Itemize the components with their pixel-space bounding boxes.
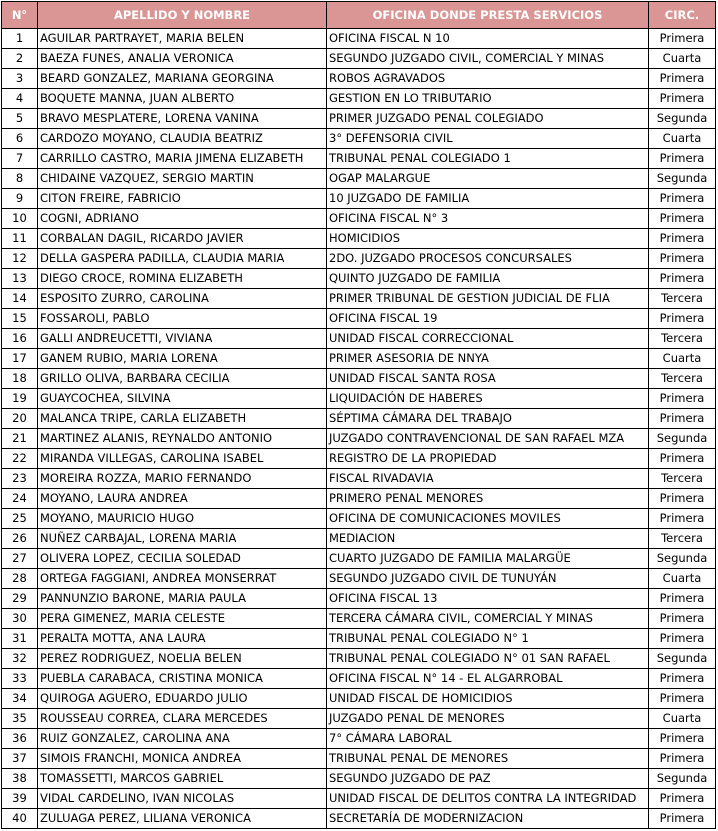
row-name: MOYANO, MAURICIO HUGO [38,509,327,529]
row-circ: Tercera [649,529,716,549]
row-name: SIMOIS FRANCHI, MONICA ANDREA [38,749,327,769]
row-name: CARRILLO CASTRO, MARIA JIMENA ELIZABETH [38,149,327,169]
row-number: 17 [2,349,38,369]
row-office: OFICINA DE COMUNICACIONES MOVILES [327,509,649,529]
row-office: TRIBUNAL PENAL COLEGIADO N° 01 SAN RAFAEL [327,649,649,669]
row-name: PANNUNZIO BARONE, MARIA PAULA [38,589,327,609]
table-row [2,509,716,529]
row-office: 3° DEFENSORIA CIVIL [327,129,649,149]
header-name: APELLIDO Y NOMBRE [38,2,327,29]
row-circ: Primera [649,749,716,769]
row-number: 21 [2,429,38,449]
row-number: 32 [2,649,38,669]
row-circ: Segunda [649,649,716,669]
row-circ: Tercera [649,329,716,349]
row-circ: Segunda [649,769,716,789]
row-circ: Tercera [649,469,716,489]
row-name: COGNI, ADRIANO [38,209,327,229]
row-name: MARTINEZ ALANIS, REYNALDO ANTONIO [38,429,327,449]
row-circ: Primera [649,809,716,829]
row-circ: Tercera [649,289,716,309]
row-office: PRIMER JUZGADO PENAL COLEGIADO [327,109,649,129]
row-office: CUARTO JUZGADO DE FAMILIA MALARGÜE [327,549,649,569]
row-name: DELLA GASPERA PADILLA, CLAUDIA MARIA [38,249,327,269]
row-number: 28 [2,569,38,589]
row-circ: Primera [649,629,716,649]
row-number: 14 [2,289,38,309]
row-office: OFICINA FISCAL 19 [327,309,649,329]
table-row [2,49,716,69]
row-number: 16 [2,329,38,349]
table-row [2,589,716,609]
header-number: N° [2,2,38,29]
row-circ: Primera [649,689,716,709]
header-office: OFICINA DONDE PRESTA SERVICIOS [327,2,649,29]
row-circ: Primera [649,309,716,329]
row-office: LIQUIDACIÓN DE HABERES [327,389,649,409]
table-row [2,749,716,769]
table-row [2,309,716,329]
row-name: ZULUAGA PEREZ, LILIANA VERONICA [38,809,327,829]
row-number: 10 [2,209,38,229]
row-number: 33 [2,669,38,689]
row-circ: Segunda [649,549,716,569]
row-name: GUAYCOCHEA, SILVINA [38,389,327,409]
row-number: 15 [2,309,38,329]
row-number: 39 [2,789,38,809]
row-circ: Cuarta [649,129,716,149]
row-name: TOMASSETTI, MARCOS GABRIEL [38,769,327,789]
row-name: ESPOSITO ZURRO, CAROLINA [38,289,327,309]
row-office: UNIDAD FISCAL SANTA ROSA [327,369,649,389]
row-circ: Primera [649,189,716,209]
row-name: MOYANO, LAURA ANDREA [38,489,327,509]
row-circ: Primera [649,149,716,169]
table-row [2,529,716,549]
row-circ: Primera [649,489,716,509]
row-circ: Segunda [649,429,716,449]
row-number: 30 [2,609,38,629]
row-name: OLIVERA LOPEZ, CECILIA SOLEDAD [38,549,327,569]
row-circ: Primera [649,589,716,609]
row-office: REGISTRO DE LA PROPIEDAD [327,449,649,469]
row-office: TRIBUNAL PENAL COLEGIADO N° 1 [327,629,649,649]
row-name: BOQUETE MANNA, JUAN ALBERTO [38,89,327,109]
row-circ: Cuarta [649,49,716,69]
row-name: CORBALAN DAGIL, RICARDO JAVIER [38,229,327,249]
row-office: QUINTO JUZGADO DE FAMILIA [327,269,649,289]
table-header [2,2,716,29]
row-circ: Primera [649,609,716,629]
row-office: SÉPTIMA CÁMARA DEL TRABAJO [327,409,649,429]
table-row [2,189,716,209]
row-office: GESTION EN LO TRIBUTARIO [327,89,649,109]
row-number: 12 [2,249,38,269]
row-office: FISCAL RIVADAVIA [327,469,649,489]
row-number: 8 [2,169,38,189]
row-name: ROUSSEAU CORREA, CLARA MERCEDES [38,709,327,729]
row-circ: Primera [649,89,716,109]
table-row [2,449,716,469]
row-circ: Primera [649,669,716,689]
row-circ: Primera [649,389,716,409]
row-name: FOSSAROLI, PABLO [38,309,327,329]
row-office: 2DO. JUZGADO PROCESOS CONCURSALES [327,249,649,269]
row-name: ORTEGA FAGGIANI, ANDREA MONSERRAT [38,569,327,589]
row-number: 38 [2,769,38,789]
row-circ: Primera [649,69,716,89]
table-row [2,369,716,389]
row-office: OGAP MALARGUE [327,169,649,189]
row-circ: Cuarta [649,569,716,589]
table-row [2,609,716,629]
table-row [2,629,716,649]
row-office: OFICINA FISCAL 13 [327,589,649,609]
row-name: BEARD GONZALEZ, MARIANA GEORGINA [38,69,327,89]
row-office: PRIMER TRIBUNAL DE GESTION JUDICIAL DE FLIA [327,289,649,309]
table-row [2,469,716,489]
row-number: 27 [2,549,38,569]
row-office: UNIDAD FISCAL CORRECCIONAL [327,329,649,349]
row-office: PRIMERO PENAL MENORES [327,489,649,509]
table-row [2,289,716,309]
table-row [2,709,716,729]
row-number: 19 [2,389,38,409]
table-row [2,169,716,189]
row-number: 9 [2,189,38,209]
row-name: DIEGO CROCE, ROMINA ELIZABETH [38,269,327,289]
row-name: VIDAL CARDELINO, IVAN NICOLAS [38,789,327,809]
table-row [2,569,716,589]
row-name: GALLI ANDREUCETTI, VIVIANA [38,329,327,349]
row-office: JUZGADO CONTRAVENCIONAL DE SAN RAFAEL MZA [327,429,649,449]
table-row [2,269,716,289]
row-number: 37 [2,749,38,769]
row-number: 26 [2,529,38,549]
row-number: 22 [2,449,38,469]
row-number: 35 [2,709,38,729]
row-name: CARDOZO MOYANO, CLAUDIA BEATRIZ [38,129,327,149]
row-office: PRIMER ASESORIA DE NNYA [327,349,649,369]
row-circ: Primera [649,269,716,289]
row-name: MOREIRA ROZZA, MARIO FERNANDO [38,469,327,489]
table-row [2,649,716,669]
row-office: ROBOS AGRAVADOS [327,69,649,89]
row-circ: Primera [649,449,716,469]
row-circ: Primera [649,729,716,749]
row-circ: Cuarta [649,709,716,729]
row-office: 10 JUZGADO DE FAMILIA [327,189,649,209]
table-row [2,669,716,689]
row-name: BRAVO MESPLATERE, LORENA VANINA [38,109,327,129]
header-row [2,2,716,29]
row-name: RUIZ GONZALEZ, CAROLINA ANA [38,729,327,749]
table-row [2,249,716,269]
row-number: 11 [2,229,38,249]
table-row [2,89,716,109]
personnel-table [1,1,716,829]
table-row [2,329,716,349]
row-office: TRIBUNAL PENAL DE MENORES [327,749,649,769]
row-office: 7° CÁMARA LABORAL [327,729,649,749]
row-circ: Primera [649,409,716,429]
row-name: MIRANDA VILLEGAS, CAROLINA ISABEL [38,449,327,469]
table-row [2,149,716,169]
row-office: OFICINA FISCAL N° 14 - EL ALGARROBAL [327,669,649,689]
table-row [2,429,716,449]
table-row [2,489,716,509]
row-number: 36 [2,729,38,749]
row-number: 25 [2,509,38,529]
table-row [2,409,716,429]
row-office: SEGUNDO JUZGADO DE PAZ [327,769,649,789]
header-circ: CIRC. [649,2,716,29]
row-name: BAEZA FUNES, ANALIA VERONICA [38,49,327,69]
row-name: MALANCA TRIPE, CARLA ELIZABETH [38,409,327,429]
row-office: SEGUNDO JUZGADO CIVIL DE TUNUYÁN [327,569,649,589]
table-body [2,29,716,829]
row-name: CHIDAINE VAZQUEZ, SERGIO MARTIN [38,169,327,189]
table-row [2,229,716,249]
row-office: MEDIACION [327,529,649,549]
table-row [2,209,716,229]
table-row [2,769,716,789]
table-row [2,69,716,89]
table-row [2,389,716,409]
row-number: 24 [2,489,38,509]
row-number: 13 [2,269,38,289]
row-office: UNIDAD FISCAL DE HOMICIDIOS [327,689,649,709]
row-name: NUÑEZ CARBAJAL, LORENA MARIA [38,529,327,549]
row-name: GRILLO OLIVA, BARBARA CECILIA [38,369,327,389]
row-circ: Primera [649,789,716,809]
row-number: 18 [2,369,38,389]
row-number: 23 [2,469,38,489]
table-row [2,29,716,49]
row-office: SEGUNDO JUZGADO CIVIL, COMERCIAL Y MINAS [327,49,649,69]
row-number: 20 [2,409,38,429]
row-circ: Tercera [649,369,716,389]
row-number: 3 [2,69,38,89]
row-name: PUEBLA CARABACA, CRISTINA MONICA [38,669,327,689]
row-name: QUIROGA AGUERO, EDUARDO JULIO [38,689,327,709]
row-number: 6 [2,129,38,149]
table-row [2,549,716,569]
row-office: OFICINA FISCAL N 10 [327,29,649,49]
row-circ: Segunda [649,169,716,189]
table-row [2,689,716,709]
table-row [2,109,716,129]
row-number: 7 [2,149,38,169]
table-row [2,129,716,149]
row-office: UNIDAD FISCAL DE DELITOS CONTRA LA INTEGRIDAD [327,789,649,809]
row-number: 40 [2,809,38,829]
row-circ: Cuarta [649,349,716,369]
row-number: 1 [2,29,38,49]
row-name: PERA GIMENEZ, MARIA CELESTE [38,609,327,629]
row-number: 29 [2,589,38,609]
row-circ: Primera [649,29,716,49]
row-circ: Primera [649,229,716,249]
row-circ: Primera [649,249,716,269]
row-number: 31 [2,629,38,649]
row-name: AGUILAR PARTRAYET, MARIA BELEN [38,29,327,49]
row-number: 5 [2,109,38,129]
row-name: PERALTA MOTTA, ANA LAURA [38,629,327,649]
row-circ: Primera [649,209,716,229]
row-office: TRIBUNAL PENAL COLEGIADO 1 [327,149,649,169]
row-number: 2 [2,49,38,69]
row-office: SECRETARÍA DE MODERNIZACION [327,809,649,829]
row-office: JUZGADO PENAL DE MENORES [327,709,649,729]
table-row [2,729,716,749]
row-office: OFICINA FISCAL N° 3 [327,209,649,229]
row-circ: Primera [649,509,716,529]
row-office: HOMICIDIOS [327,229,649,249]
row-number: 4 [2,89,38,109]
table-row [2,789,716,809]
table-row [2,349,716,369]
row-name: CITON FREIRE, FABRICIO [38,189,327,209]
row-number: 34 [2,689,38,709]
row-circ: Segunda [649,109,716,129]
row-name: PEREZ RODRIGUEZ, NOELIA BELEN [38,649,327,669]
row-office: TERCERA CÁMARA CIVIL, COMERCIAL Y MINAS [327,609,649,629]
row-name: GANEM RUBIO, MARIA LORENA [38,349,327,369]
table-row [2,809,716,829]
